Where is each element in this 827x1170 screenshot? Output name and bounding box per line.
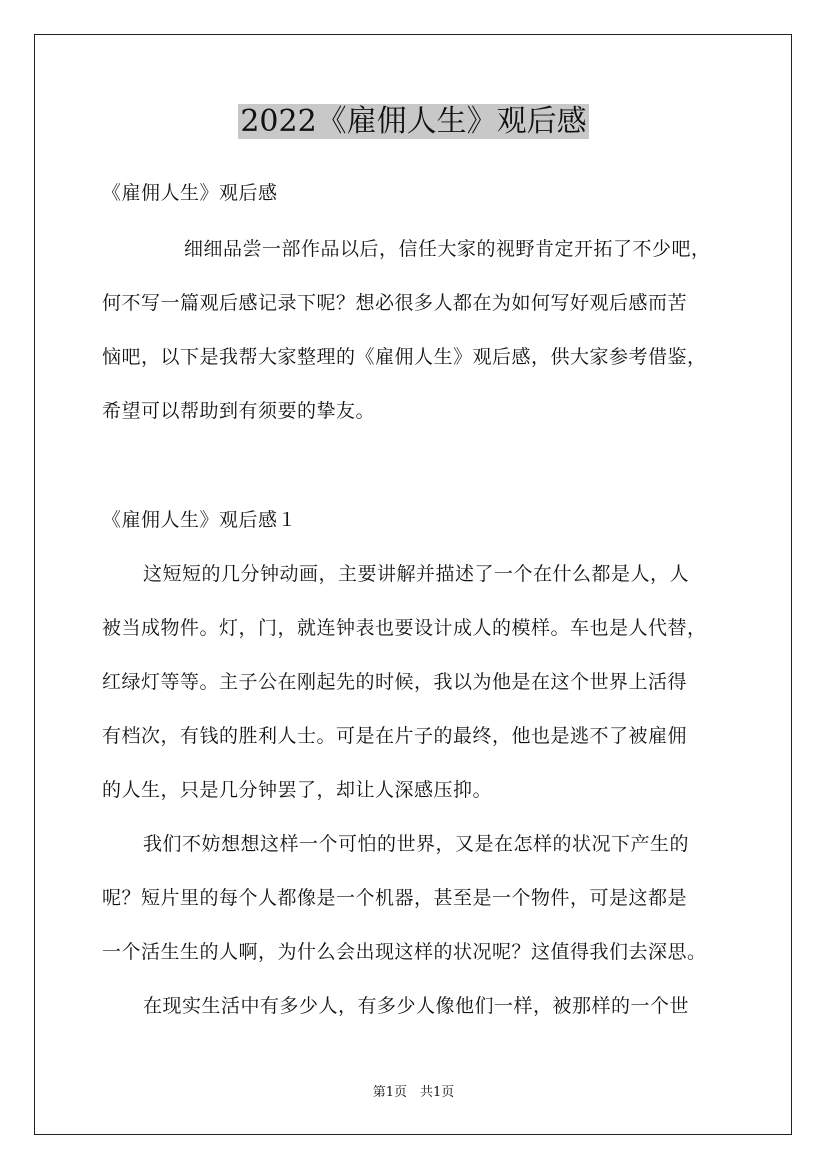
body-line-7: 呢？短片里的每个人都像是一个机器，甚至是一个物件，可是这都是 (102, 887, 688, 909)
body-line-4: 有档次，有钱的胜利人士。可是在片子的最终，他也是逃不了被雇佣 (102, 725, 688, 747)
body-line-8: 一个活生生的人啊，为什么会出现这样的状况呢？这值得我们去深思。 (102, 941, 707, 963)
body-line-6: 我们不妨想想这样一个可怕的世界，又是在怎样的状况下产生的 (143, 833, 690, 855)
document-title-text: 2022《雇佣人生》观后感 (240, 104, 587, 139)
section-heading: 《雇佣人生》观后感１ (102, 509, 298, 531)
intro-line-4: 希望可以帮助到有须要的挚友。 (102, 400, 376, 422)
intro-line-2: 何不写一篇观后感记录下呢？想必很多人都在为如何写好观后感而苦 (102, 292, 688, 314)
intro-line-1: 细细品尝一部作品以后，信任大家的视野肯定开拓了不少吧， (184, 238, 711, 260)
intro-line-3: 恼吧，以下是我帮大家整理的《雇佣人生》观后感，供大家参考借鉴， (102, 346, 707, 368)
body-line-2: 被当成物件。灯，门，就连钟表也要设计成人的模样。车也是人代替， (102, 617, 707, 639)
body-line-5: 的人生，只是几分钟罢了，却让人深感压抑。 (102, 779, 493, 801)
body-line-9: 在现实生活中有多少人，有多少人像他们一样，被那样的一个世 (143, 995, 690, 1017)
document-subtitle: 《雇佣人生》观后感 (102, 182, 278, 204)
page-footer: 第1页 共1页 (372, 1085, 455, 1100)
document-title (0, 100, 827, 144)
body-line-1: 这短短的几分钟动画，主要讲解并描述了一个在什么都是人，人 (143, 563, 690, 585)
body-line-3: 红绿灯等等。主子公在刚起先的时候，我以为他是在这个世界上活得 (102, 671, 688, 693)
